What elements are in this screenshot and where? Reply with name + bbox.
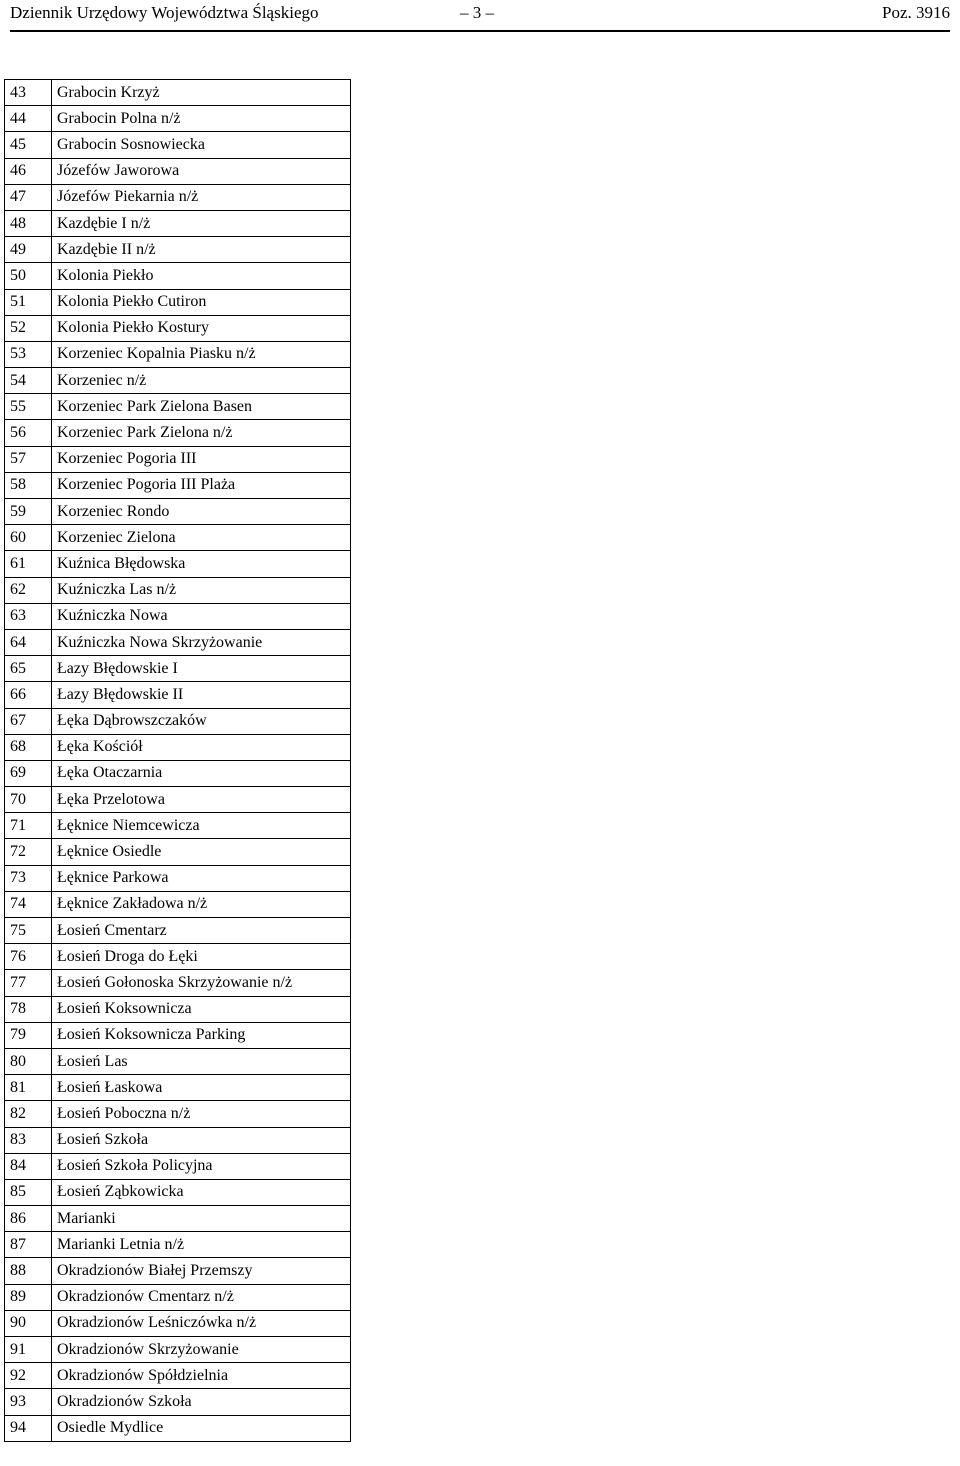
stop-number: 84 (5, 1153, 52, 1179)
stop-number: 44 (5, 106, 52, 132)
table-row (5, 1179, 351, 1205)
table-row (5, 368, 351, 394)
stop-name: Łęknice Osiedle (52, 839, 351, 865)
stop-name: Łosień Gołonoska Skrzyżowanie n/ż (52, 970, 351, 996)
table-row (5, 158, 351, 184)
stop-number: 63 (5, 603, 52, 629)
stop-number: 67 (5, 708, 52, 734)
table-row (5, 1232, 351, 1258)
stop-number: 68 (5, 734, 52, 760)
stop-name: Okradzionów Leśniczówka n/ż (52, 1310, 351, 1336)
stop-number: 57 (5, 446, 52, 472)
stop-name: Korzeniec Pogoria III (52, 446, 351, 472)
stop-number: 75 (5, 918, 52, 944)
stop-name: Kolonia Piekło (52, 263, 351, 289)
stop-name: Łosień Szkoła (52, 1127, 351, 1153)
stop-name: Kolonia Piekło Kostury (52, 315, 351, 341)
stop-number: 79 (5, 1022, 52, 1048)
table-row (5, 708, 351, 734)
stop-name: Łosień Ząbkowicka (52, 1179, 351, 1205)
stop-number: 65 (5, 656, 52, 682)
table-row (5, 1415, 351, 1441)
stop-number: 43 (5, 80, 52, 106)
stop-name: Łęknice Zakładowa n/ż (52, 891, 351, 917)
stops-table-body (5, 80, 351, 1442)
table-row (5, 289, 351, 315)
stop-number: 74 (5, 891, 52, 917)
stop-name: Łosień Łaskowa (52, 1075, 351, 1101)
table-row (5, 944, 351, 970)
table-row (5, 734, 351, 760)
stop-number: 66 (5, 682, 52, 708)
table-row (5, 1075, 351, 1101)
stop-name: Kuźniczka Las n/ż (52, 577, 351, 603)
stop-name: Kuźniczka Nowa Skrzyżowanie (52, 629, 351, 655)
table-row (5, 1022, 351, 1048)
stop-number: 93 (5, 1389, 52, 1415)
stop-name: Kuźnica Błędowska (52, 551, 351, 577)
stop-number: 83 (5, 1127, 52, 1153)
stop-number: 88 (5, 1258, 52, 1284)
stop-number: 64 (5, 629, 52, 655)
table-row (5, 184, 351, 210)
table-row (5, 813, 351, 839)
stop-number: 50 (5, 263, 52, 289)
table-row (5, 891, 351, 917)
table-row (5, 787, 351, 813)
stop-number: 87 (5, 1232, 52, 1258)
table-row (5, 1101, 351, 1127)
table-row (5, 603, 351, 629)
stop-number: 78 (5, 996, 52, 1022)
stop-name: Marianki Letnia n/ż (52, 1232, 351, 1258)
table-row (5, 1048, 351, 1074)
journal-title: Dziennik Urzędowy Województwa Śląskiego (10, 3, 319, 22)
stop-number: 49 (5, 237, 52, 263)
stop-name: Korzeniec n/ż (52, 368, 351, 394)
stop-name: Łęka Dąbrowszczaków (52, 708, 351, 734)
table-row (5, 1337, 351, 1363)
stop-number: 92 (5, 1363, 52, 1389)
table-row (5, 237, 351, 263)
stop-number: 69 (5, 760, 52, 786)
stop-number: 55 (5, 394, 52, 420)
table-row (5, 1258, 351, 1284)
table-row (5, 682, 351, 708)
stop-name: Łazy Błędowskie I (52, 656, 351, 682)
stop-number: 90 (5, 1310, 52, 1336)
stop-name: Łęka Przelotowa (52, 787, 351, 813)
stop-name: Korzeniec Rondo (52, 499, 351, 525)
stop-number: 59 (5, 499, 52, 525)
table-row (5, 918, 351, 944)
table-row (5, 472, 351, 498)
table-row (5, 1284, 351, 1310)
stop-name: Grabocin Krzyż (52, 80, 351, 106)
table-row (5, 132, 351, 158)
table-row (5, 80, 351, 106)
table-row (5, 315, 351, 341)
stop-number: 54 (5, 368, 52, 394)
table-row (5, 551, 351, 577)
stop-number: 76 (5, 944, 52, 970)
stop-name: Okradzionów Białej Przemszy (52, 1258, 351, 1284)
stop-name: Kazdębie I n/ż (52, 210, 351, 236)
stop-name: Łosień Droga do Łęki (52, 944, 351, 970)
stop-number: 46 (5, 158, 52, 184)
stop-number: 52 (5, 315, 52, 341)
stop-number: 70 (5, 787, 52, 813)
stop-number: 53 (5, 341, 52, 367)
table-row (5, 839, 351, 865)
stop-number: 45 (5, 132, 52, 158)
stop-number: 47 (5, 184, 52, 210)
table-row (5, 629, 351, 655)
stop-number: 61 (5, 551, 52, 577)
stop-number: 58 (5, 472, 52, 498)
stop-name: Okradzionów Skrzyżowanie (52, 1337, 351, 1363)
table-row (5, 760, 351, 786)
stop-number: 72 (5, 839, 52, 865)
stop-number: 94 (5, 1415, 52, 1441)
stop-name: Łosień Cmentarz (52, 918, 351, 944)
table-row (5, 210, 351, 236)
table-row (5, 525, 351, 551)
stops-table (4, 79, 351, 1442)
page-number: – 3 – (460, 3, 494, 22)
stop-name: Łosień Szkoła Policyjna (52, 1153, 351, 1179)
position-number: Poz. 3916 (882, 3, 950, 22)
stop-name: Łosień Koksownicza (52, 996, 351, 1022)
page-header (10, 0, 950, 32)
stop-number: 89 (5, 1284, 52, 1310)
table-row (5, 1310, 351, 1336)
table-row (5, 1127, 351, 1153)
stop-number: 81 (5, 1075, 52, 1101)
table-row (5, 1153, 351, 1179)
table-row (5, 341, 351, 367)
stop-name: Łosień Koksownicza Parking (52, 1022, 351, 1048)
stop-number: 85 (5, 1179, 52, 1205)
table-row (5, 996, 351, 1022)
stop-number: 71 (5, 813, 52, 839)
stop-name: Korzeniec Kopalnia Piasku n/ż (52, 341, 351, 367)
stop-name: Józefów Piekarnia n/ż (52, 184, 351, 210)
stop-name: Łęknice Parkowa (52, 865, 351, 891)
table-row (5, 1363, 351, 1389)
table-row (5, 1206, 351, 1232)
table-row (5, 420, 351, 446)
stop-name: Grabocin Polna n/ż (52, 106, 351, 132)
stop-number: 60 (5, 525, 52, 551)
stop-name: Korzeniec Pogoria III Plaża (52, 472, 351, 498)
stop-name: Korzeniec Zielona (52, 525, 351, 551)
stop-number: 73 (5, 865, 52, 891)
stop-number: 56 (5, 420, 52, 446)
stop-name: Korzeniec Park Zielona Basen (52, 394, 351, 420)
table-row (5, 263, 351, 289)
stop-number: 62 (5, 577, 52, 603)
stop-name: Korzeniec Park Zielona n/ż (52, 420, 351, 446)
stop-number: 80 (5, 1048, 52, 1074)
stop-number: 51 (5, 289, 52, 315)
stop-name: Okradzionów Szkoła (52, 1389, 351, 1415)
table-row (5, 656, 351, 682)
table-row (5, 394, 351, 420)
stop-name: Łosień Poboczna n/ż (52, 1101, 351, 1127)
stop-name: Grabocin Sosnowiecka (52, 132, 351, 158)
stop-number: 91 (5, 1337, 52, 1363)
stop-name: Kuźniczka Nowa (52, 603, 351, 629)
table-row (5, 865, 351, 891)
stop-name: Łęknice Niemcewicza (52, 813, 351, 839)
stop-name: Łęka Otaczarnia (52, 760, 351, 786)
stop-name: Łazy Błędowskie II (52, 682, 351, 708)
stop-name: Józefów Jaworowa (52, 158, 351, 184)
table-row (5, 1389, 351, 1415)
stop-number: 48 (5, 210, 52, 236)
stop-name: Okradzionów Spółdzielnia (52, 1363, 351, 1389)
stop-number: 77 (5, 970, 52, 996)
table-row (5, 577, 351, 603)
table-row (5, 499, 351, 525)
stop-name: Kolonia Piekło Cutiron (52, 289, 351, 315)
stop-number: 82 (5, 1101, 52, 1127)
table-row (5, 106, 351, 132)
stop-name: Marianki (52, 1206, 351, 1232)
stop-name: Łosień Las (52, 1048, 351, 1074)
stop-name: Okradzionów Cmentarz n/ż (52, 1284, 351, 1310)
stop-name: Osiedle Mydlice (52, 1415, 351, 1441)
table-row (5, 446, 351, 472)
stop-name: Kazdębie II n/ż (52, 237, 351, 263)
stop-number: 86 (5, 1206, 52, 1232)
table-row (5, 970, 351, 996)
stop-name: Łęka Kościół (52, 734, 351, 760)
